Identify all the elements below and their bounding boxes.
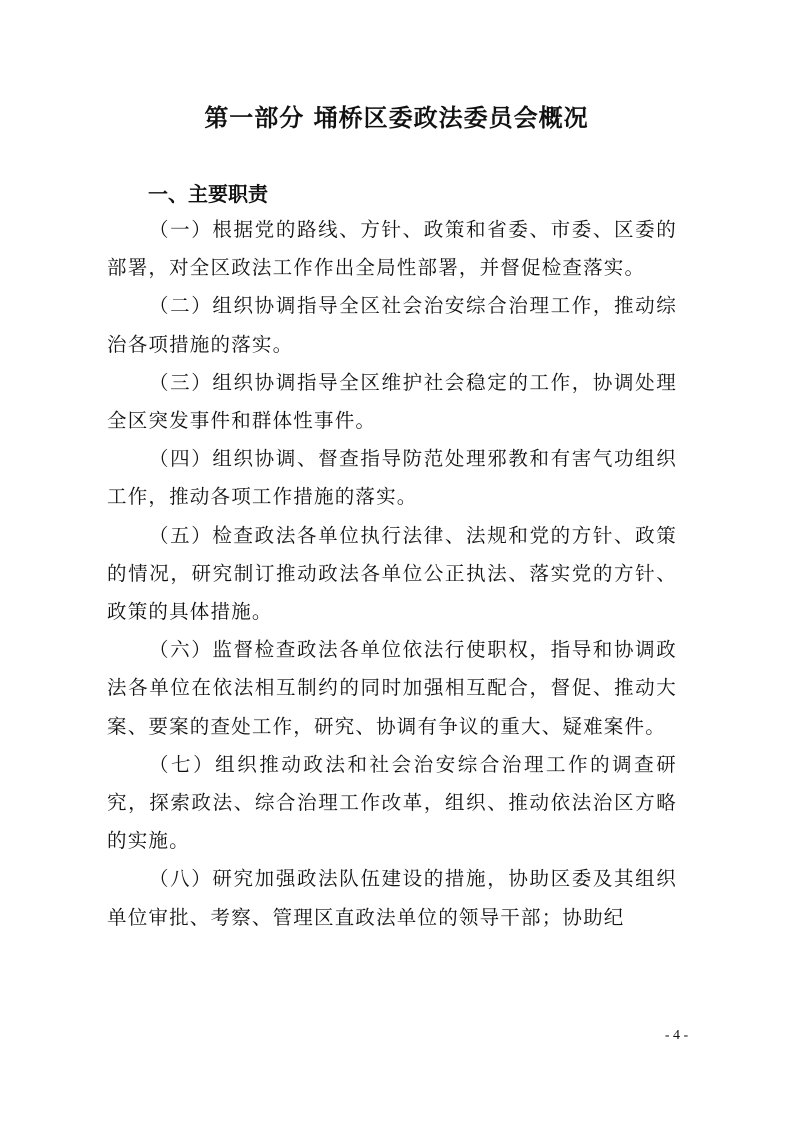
- paragraph-3: （三）组织协调指导全区维护社会稳定的工作，协调处理全区突发事件和群体性事件。: [107, 370, 677, 433]
- paragraph-1: （一）根据党的路线、方针、政策和省委、市委、区委的部署，对全区政法工作作出全局性部署，并督促检查落实。: [107, 218, 677, 280]
- page-number: - 4 -: [664, 1028, 689, 1043]
- section-heading: 一、主要职责: [148, 182, 268, 206]
- paragraph-4: （四）组织协调、督查指导防范处理邪教和有害气功组织工作，推动各项工作措施的落实。: [107, 447, 677, 509]
- paragraph-2: （二）组织协调指导全区社会治安综合治理工作，推动综治各项措施的落实。: [107, 294, 677, 356]
- paragraph-8: （八）研究加强政法队伍建设的措施，协助区委及其组织单位审批、考察、管理区直政法单位的领导干部；协助纪: [107, 867, 677, 929]
- document-title: 第一部分 埇桥区委政法委员会概况: [204, 104, 589, 132]
- document-body: [107, 211, 677, 937]
- paragraph-7: （七）组织推动政法和社会治安综合治理工作的调查研究，探索政法、综合治理工作改革，组织、推动依法治区方略的实施。: [107, 752, 677, 853]
- paragraph-6: （六）监督检查政法各单位依法行使职权，指导和协调政法各单位在依法相互制约的同时加强相互配合，督促、推动大案、要案的查处工作，研究、协调有争议的重大、疑难案件。: [107, 638, 677, 738]
- paragraph-5: （五）检查政法各单位执行法律、法规和党的方针、政策的情况，研究制订推动政法各单位公正执法、落实党的方针、政策的具体措施。: [107, 523, 677, 624]
